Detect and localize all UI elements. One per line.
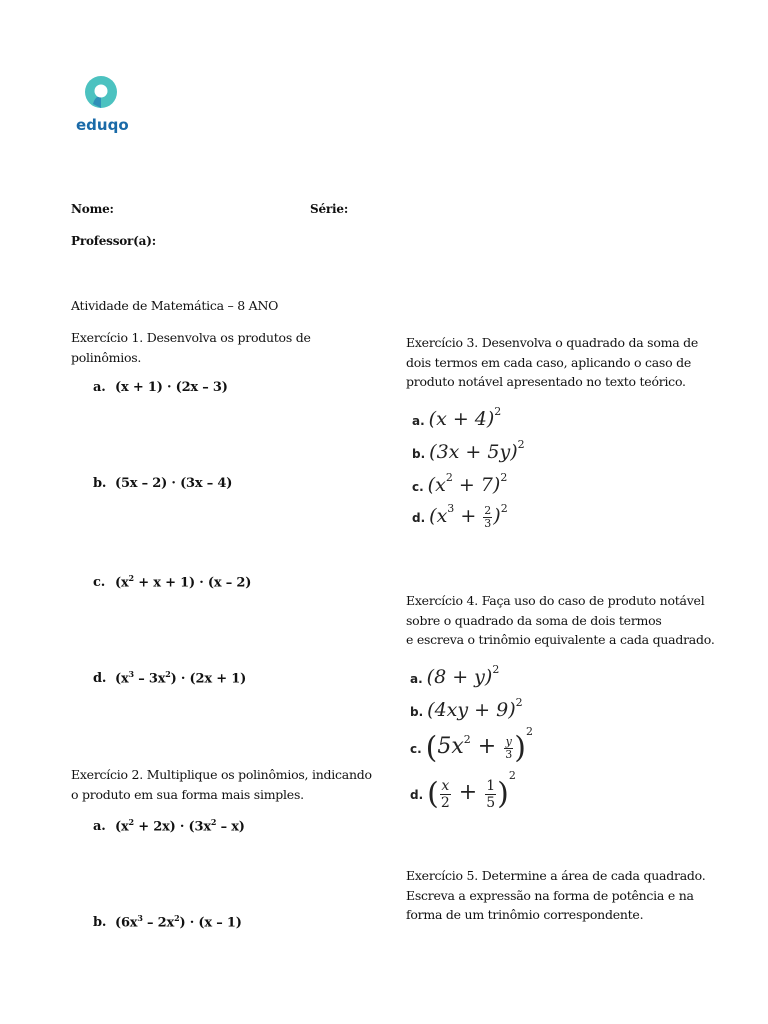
fraction <box>485 778 496 811</box>
prompt-line: produto notável apresentado no texto teórico. <box>406 374 686 389</box>
exercise-4-item-a <box>410 663 500 688</box>
prompt-line: Exercício 3. Desenvolva o quadrado da soma de <box>406 335 699 350</box>
exercise-3-item-a <box>412 405 502 430</box>
item-label: c. <box>93 575 106 591</box>
prompt-line: dois termos em cada caso, aplicando o caso de <box>406 354 691 370</box>
exponent: 2 <box>165 669 171 679</box>
exercise-3-prompt <box>406 333 736 392</box>
left-paren: ( <box>427 776 439 812</box>
numerator: 1 <box>486 778 496 794</box>
expr-part: (x <box>115 819 129 835</box>
expr-part: (x <box>115 671 129 687</box>
exponent: 3 <box>128 669 134 679</box>
expr-part: + 2x) · (3x <box>133 819 211 835</box>
denominator: 5 <box>486 795 496 811</box>
item-label: a. <box>412 414 425 428</box>
math-expression: (x + 4) <box>428 408 495 430</box>
expr-part: (x <box>115 575 129 591</box>
prompt-line: Escreva a expressão na forma de potência e na <box>406 887 694 903</box>
exercise-4-item-c <box>410 725 533 766</box>
name-label: Nome: <box>71 202 114 216</box>
numerator: 2 <box>484 504 492 517</box>
exercise-2-prompt <box>71 765 391 804</box>
item-label: d. <box>93 671 107 687</box>
numerator: x <box>441 778 450 794</box>
expr-part: ) · (2x + 1) <box>170 671 247 687</box>
exponent: 2 <box>445 471 453 484</box>
denominator: 3 <box>505 748 513 761</box>
exponent: 3 <box>137 913 143 923</box>
expr-part: – 3x <box>133 671 166 687</box>
exponent: 2 <box>500 471 508 484</box>
exponent: 2 <box>500 502 508 515</box>
math-expression: (4xy + 9) <box>427 699 516 721</box>
expr-part: ) · (x – 1) <box>179 915 242 931</box>
eduqo-logo-icon <box>83 74 119 114</box>
exercise-1-item-c <box>93 573 251 590</box>
math-expression: (3x + 5y) <box>429 441 518 463</box>
exercise-1-item-a <box>93 380 228 395</box>
exponent: 2 <box>492 663 500 676</box>
eduqo-logo <box>76 74 132 136</box>
item-expression: (5x – 2) · (3x – 4) <box>115 476 233 491</box>
numerator: y <box>505 735 512 748</box>
prompt-line: Exercício 2. Multiplique os polinômios, indicando <box>71 767 372 782</box>
exponent: 2 <box>463 733 471 746</box>
item-label: a. <box>93 819 106 835</box>
exponent: 2 <box>494 405 502 418</box>
prompt-line: Exercício 5. Determine a área de cada quadrado. <box>406 868 706 883</box>
prompt-line: Exercício 4. Faça uso do caso de produto notável <box>406 593 705 608</box>
item-expression: (x + 1) · (2x – 3) <box>115 380 228 395</box>
exponent: 2 <box>525 725 533 738</box>
exercise-3-item-b <box>412 438 525 463</box>
exercise-1-prompt <box>71 328 371 367</box>
expr-part: + <box>451 780 485 805</box>
fraction <box>440 778 451 811</box>
exponent: 2 <box>508 769 516 782</box>
expr-part: + 7) <box>452 474 501 496</box>
exponent: 2 <box>210 817 217 827</box>
serie-label: Série: <box>310 202 349 216</box>
item-label: d. <box>412 511 426 525</box>
item-label: c. <box>410 742 422 756</box>
expr-part: + x + 1) · (x – 2) <box>133 575 252 591</box>
expr-part: ) <box>493 505 501 527</box>
item-label: d. <box>410 788 424 802</box>
expr-part: 5x <box>437 734 464 759</box>
prompt-line: forma de um trinômio correspondente. <box>406 907 644 922</box>
item-label: b. <box>412 447 426 461</box>
prompt-line: Exercício 1. Desenvolva os produtos de <box>71 330 311 345</box>
expr-part: + <box>454 505 483 527</box>
right-paren: ) <box>497 776 509 812</box>
exercise-1-item-b <box>93 476 232 491</box>
exercise-4-item-b <box>410 696 523 721</box>
item-label: a. <box>93 380 106 395</box>
item-label: b. <box>410 705 424 719</box>
item-label: a. <box>410 672 423 686</box>
item-label: c. <box>412 480 424 494</box>
exercise-4-prompt <box>406 591 746 650</box>
exercise-1-item-d <box>93 669 246 686</box>
exponent: 2 <box>128 817 134 827</box>
item-label: b. <box>93 915 107 931</box>
exercise-3-item-c <box>412 471 508 496</box>
left-paren: ( <box>425 730 438 766</box>
exercise-5-prompt <box>406 866 746 925</box>
denominator: 2 <box>440 795 450 811</box>
exponent: 3 <box>447 502 455 515</box>
exponent: 2 <box>128 573 134 583</box>
exercise-2-item-b <box>93 913 242 930</box>
exercise-4-item-d <box>410 769 516 812</box>
prompt-line: e escreva o trinômio equivalente a cada quadrado. <box>406 632 715 647</box>
exponent: 2 <box>517 438 525 451</box>
professor-label: Professor(a): <box>71 234 156 248</box>
exponent: 2 <box>174 913 180 923</box>
expr-part: (x <box>429 505 448 527</box>
prompt-line: o produto em sua forma mais simples. <box>71 786 304 802</box>
exponent: 2 <box>515 696 523 709</box>
denominator: 3 <box>484 517 492 530</box>
activity-title: Atividade de Matemática – 8 ANO <box>71 298 279 313</box>
exercise-2-item-a <box>93 817 245 834</box>
expr-part: + <box>470 734 504 759</box>
math-expression: (8 + y) <box>426 666 493 688</box>
fraction <box>483 505 492 530</box>
logo-text: eduqo <box>76 116 129 134</box>
fraction <box>504 736 513 761</box>
item-label: b. <box>93 476 107 491</box>
prompt-line: sobre o quadrado da soma de dois termos <box>406 612 662 628</box>
right-paren: ) <box>514 730 526 766</box>
exercise-3-item-d <box>412 502 508 530</box>
prompt-line: polinômios. <box>71 349 142 365</box>
expr-part: – x) <box>216 819 245 835</box>
expr-part: (x <box>427 474 446 496</box>
expr-part: – 2x <box>142 915 175 931</box>
expr-part: (6x <box>115 915 138 931</box>
